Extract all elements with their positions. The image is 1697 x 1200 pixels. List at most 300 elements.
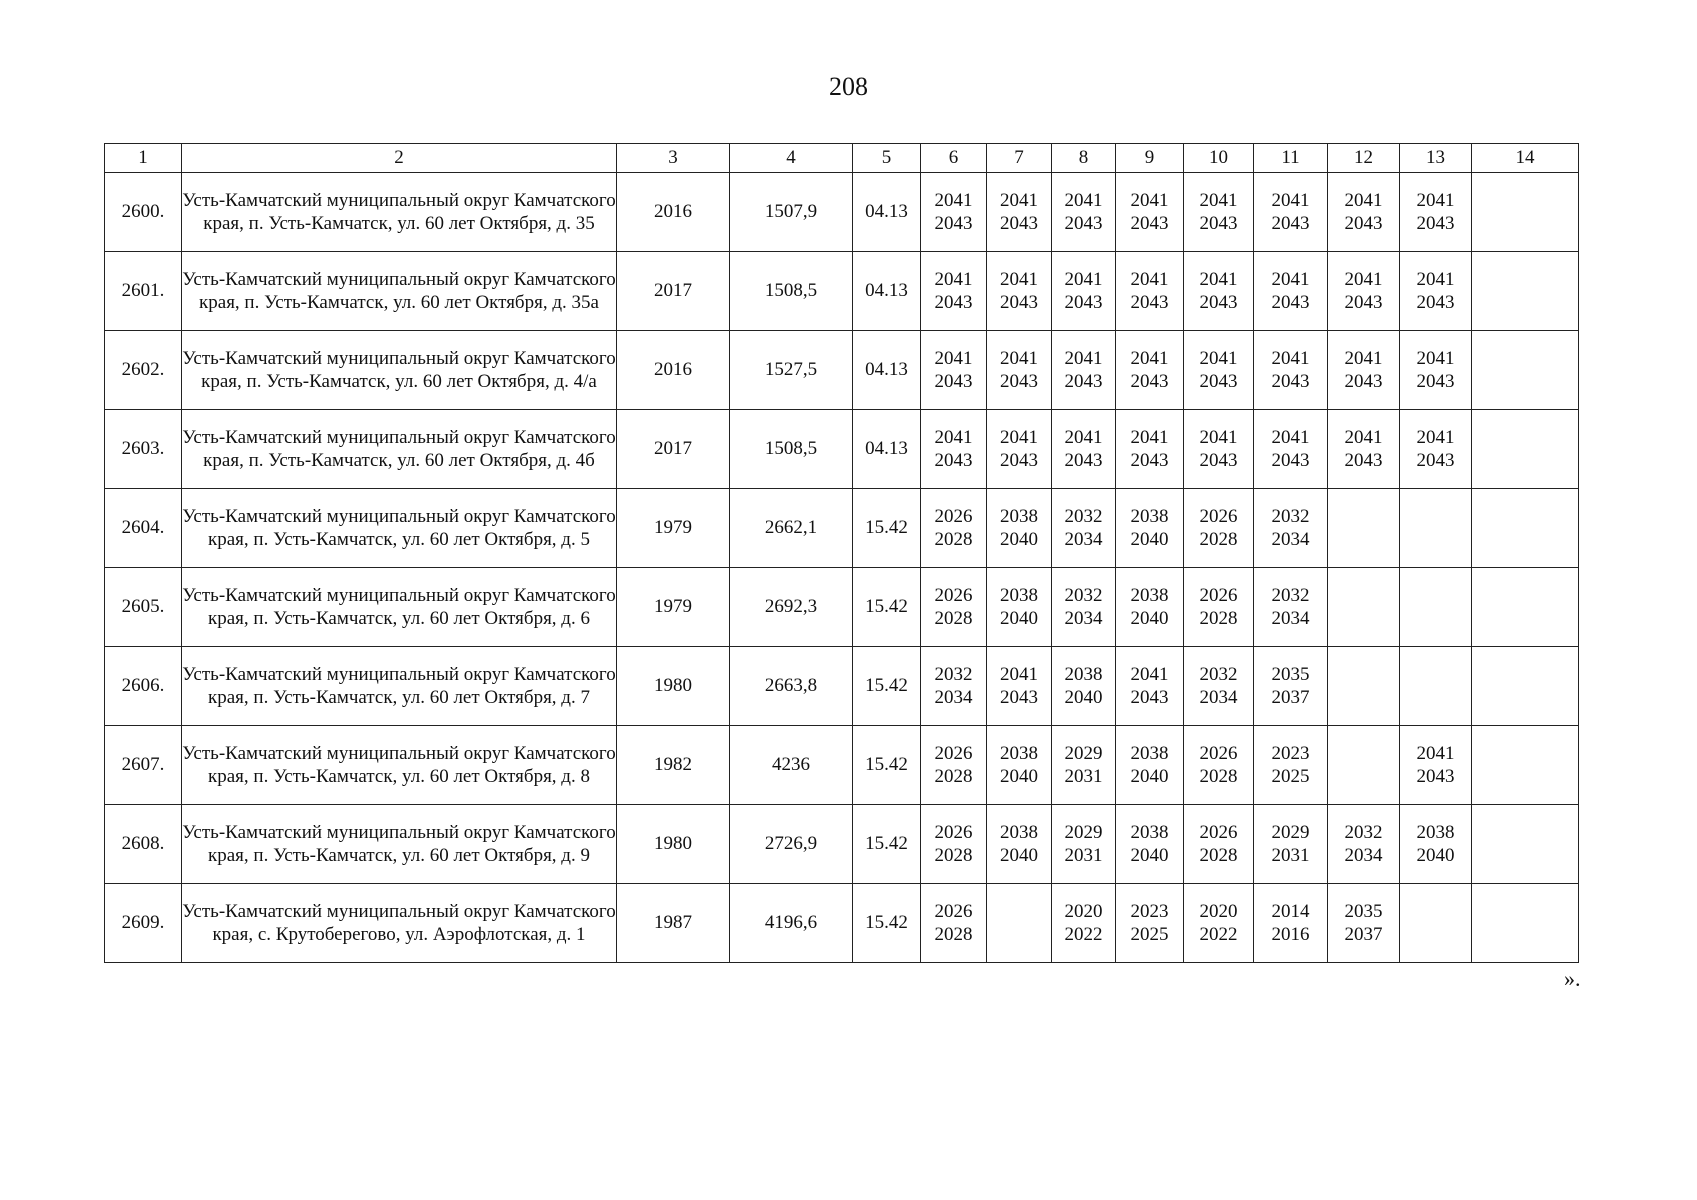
- address-cell: Усть-Камчатский муниципальный округ Камчатского края, п. Усть-Камчатск, ул. 60 лет Октября, д. 4б: [182, 410, 617, 489]
- period-cell: [1184, 331, 1254, 410]
- period-cell: [1116, 726, 1184, 805]
- period-end-year: 2034: [1271, 608, 1310, 629]
- notes-cell: [1472, 410, 1579, 489]
- period-cell: [1184, 884, 1254, 963]
- period-end-year: 2031: [1064, 766, 1103, 787]
- period-end-year: 2028: [934, 766, 973, 787]
- period-end-year: 2025: [1130, 924, 1169, 945]
- column-number-header: 2: [182, 144, 617, 173]
- area-cell: 1507,9: [730, 173, 853, 252]
- notes-cell: [1472, 805, 1579, 884]
- period-end-year: 2043: [1064, 371, 1103, 392]
- period-cell: [1400, 568, 1472, 647]
- period-cell: [987, 410, 1052, 489]
- period-cell: [1254, 331, 1328, 410]
- period-start-year: 2041: [1271, 189, 1310, 211]
- period-start-year: 2020: [1064, 900, 1103, 922]
- period-start-year: 2032: [934, 663, 973, 685]
- period-start-year: 2041: [1344, 426, 1383, 448]
- period-cell: [1052, 252, 1116, 331]
- period-cell: [1254, 173, 1328, 252]
- period-start-year: 2041: [1416, 347, 1455, 369]
- code-cell: 04.13: [853, 173, 921, 252]
- period-cell: [1400, 726, 1472, 805]
- period-cell: [1052, 805, 1116, 884]
- period-start-year: 2041: [1064, 268, 1103, 290]
- period-end-year: 2043: [1000, 292, 1038, 313]
- period-cell: [1116, 489, 1184, 568]
- period-cell: [1328, 489, 1400, 568]
- column-number-header: 12: [1328, 144, 1400, 173]
- period-start-year: 2041: [934, 347, 973, 369]
- period-cell: [1184, 489, 1254, 568]
- table-row: [105, 726, 1579, 805]
- address-cell: Усть-Камчатский муниципальный округ Камчатского края, п. Усть-Камчатск, ул. 60 лет Октября, д. 8: [182, 726, 617, 805]
- period-cell: [1184, 647, 1254, 726]
- period-cell: [1254, 884, 1328, 963]
- period-cell: [1328, 726, 1400, 805]
- period-cell: [1254, 489, 1328, 568]
- period-cell: [1184, 173, 1254, 252]
- notes-cell: [1472, 173, 1579, 252]
- year-built-cell: 1980: [617, 647, 730, 726]
- period-start-year: 2032: [1064, 584, 1103, 606]
- address-cell: Усть-Камчатский муниципальный округ Камчатского края, п. Усть-Камчатск, ул. 60 лет Октября, д. 6: [182, 568, 617, 647]
- period-end-year: 2040: [1000, 845, 1038, 866]
- period-start-year: 2041: [1416, 268, 1455, 290]
- period-end-year: 2043: [1130, 687, 1169, 708]
- period-cell: [921, 331, 987, 410]
- period-start-year: 2032: [1064, 505, 1103, 527]
- period-start-year: 2032: [1271, 584, 1310, 606]
- period-cell: [921, 884, 987, 963]
- period-start-year: 2041: [1000, 268, 1038, 290]
- notes-cell: [1472, 252, 1579, 331]
- year-built-cell: 1979: [617, 489, 730, 568]
- period-end-year: 2043: [1199, 292, 1238, 313]
- period-start-year: 2041: [1130, 426, 1169, 448]
- period-cell: [987, 252, 1052, 331]
- period-start-year: 2041: [1416, 189, 1455, 211]
- row-number-cell: 2607.: [105, 726, 182, 805]
- column-number-header: 10: [1184, 144, 1254, 173]
- period-end-year: 2043: [1271, 450, 1310, 471]
- period-start-year: 2041: [1064, 426, 1103, 448]
- period-end-year: 2034: [1064, 529, 1103, 550]
- period-end-year: 2040: [1130, 529, 1169, 550]
- period-start-year: 2041: [1271, 347, 1310, 369]
- code-cell: 15.42: [853, 647, 921, 726]
- period-end-year: 2043: [934, 213, 973, 234]
- period-start-year: 2038: [1416, 821, 1455, 843]
- period-cell: [1400, 410, 1472, 489]
- table-row: [105, 568, 1579, 647]
- column-number-header: 7: [987, 144, 1052, 173]
- period-cell: [1400, 805, 1472, 884]
- period-cell: [1400, 647, 1472, 726]
- period-cell: [1052, 726, 1116, 805]
- period-cell: [987, 805, 1052, 884]
- year-built-cell: 1980: [617, 805, 730, 884]
- period-cell: [987, 568, 1052, 647]
- area-cell: 1508,5: [730, 410, 853, 489]
- period-end-year: 2043: [1344, 213, 1383, 234]
- period-cell: [987, 884, 1052, 963]
- address-cell: Усть-Камчатский муниципальный округ Камчатского края, п. Усть-Камчатск, ул. 60 лет Октября, д. 5: [182, 489, 617, 568]
- notes-cell: [1472, 726, 1579, 805]
- registry-table: [104, 143, 1579, 963]
- period-cell: [1184, 410, 1254, 489]
- period-start-year: 2041: [1344, 189, 1383, 211]
- period-start-year: 2032: [1271, 505, 1310, 527]
- period-cell: [1328, 647, 1400, 726]
- period-end-year: 2040: [1416, 845, 1455, 866]
- column-number-header: 14: [1472, 144, 1579, 173]
- period-end-year: 2043: [1416, 766, 1455, 787]
- period-start-year: 2038: [1130, 505, 1169, 527]
- period-cell: [1254, 252, 1328, 331]
- table-row: [105, 331, 1579, 410]
- row-number-cell: 2606.: [105, 647, 182, 726]
- notes-cell: [1472, 568, 1579, 647]
- period-start-year: 2041: [1000, 347, 1038, 369]
- period-end-year: 2043: [1000, 213, 1038, 234]
- column-number-header: 9: [1116, 144, 1184, 173]
- period-start-year: 2038: [1130, 742, 1169, 764]
- row-number-cell: 2609.: [105, 884, 182, 963]
- period-cell: [1116, 410, 1184, 489]
- period-cell: [1052, 489, 1116, 568]
- period-start-year: 2041: [1000, 189, 1038, 211]
- period-start-year: 2026: [934, 742, 973, 764]
- code-cell: 15.42: [853, 726, 921, 805]
- period-cell: [1328, 884, 1400, 963]
- period-end-year: 2043: [934, 450, 973, 471]
- period-start-year: 2029: [1271, 821, 1310, 843]
- period-cell: [921, 489, 987, 568]
- period-cell: [1400, 252, 1472, 331]
- period-end-year: 2040: [1064, 687, 1103, 708]
- period-start-year: 2038: [1064, 663, 1103, 685]
- period-end-year: 2043: [1416, 292, 1455, 313]
- period-start-year: 2038: [1000, 821, 1038, 843]
- period-start-year: 2041: [1416, 426, 1455, 448]
- period-start-year: 2041: [1130, 268, 1169, 290]
- period-start-year: 2041: [1199, 347, 1238, 369]
- address-cell: Усть-Камчатский муниципальный округ Камчатского края, с. Крутоберегово, ул. Аэрофлотская, д. 1: [182, 884, 617, 963]
- year-built-cell: 2016: [617, 331, 730, 410]
- area-cell: 1527,5: [730, 331, 853, 410]
- period-start-year: 2026: [934, 900, 973, 922]
- period-end-year: 2043: [1130, 292, 1169, 313]
- period-cell: [921, 252, 987, 331]
- period-start-year: 2041: [1416, 742, 1455, 764]
- period-start-year: 2038: [1000, 742, 1038, 764]
- period-cell: [1184, 252, 1254, 331]
- code-cell: 15.42: [853, 489, 921, 568]
- period-cell: [1328, 568, 1400, 647]
- notes-cell: [1472, 489, 1579, 568]
- table-row: [105, 884, 1579, 963]
- address-cell: Усть-Камчатский муниципальный округ Камчатского края, п. Усть-Камчатск, ул. 60 лет Октября, д. 4/а: [182, 331, 617, 410]
- period-end-year: 2043: [1271, 213, 1310, 234]
- period-cell: [921, 647, 987, 726]
- period-start-year: 2041: [1344, 347, 1383, 369]
- period-end-year: 2043: [1130, 213, 1169, 234]
- period-cell: [987, 173, 1052, 252]
- period-end-year: 2028: [1199, 608, 1238, 629]
- area-cell: 2663,8: [730, 647, 853, 726]
- period-cell: [1184, 805, 1254, 884]
- period-end-year: 2043: [1064, 213, 1103, 234]
- column-number-header: 11: [1254, 144, 1328, 173]
- period-cell: [1400, 331, 1472, 410]
- period-start-year: 2041: [1130, 663, 1169, 685]
- period-start-year: 2026: [934, 505, 973, 527]
- column-number-header: 1: [105, 144, 182, 173]
- period-start-year: 2041: [1199, 426, 1238, 448]
- period-start-year: 2041: [934, 189, 973, 211]
- row-number-cell: 2601.: [105, 252, 182, 331]
- year-built-cell: 1979: [617, 568, 730, 647]
- period-end-year: 2043: [1344, 292, 1383, 313]
- period-cell: [1116, 252, 1184, 331]
- period-end-year: 2037: [1271, 687, 1310, 708]
- period-start-year: 2041: [1000, 663, 1038, 685]
- row-number-cell: 2604.: [105, 489, 182, 568]
- period-cell: [1328, 410, 1400, 489]
- period-end-year: 2040: [1130, 766, 1169, 787]
- period-cell: [1254, 568, 1328, 647]
- period-end-year: 2043: [1199, 450, 1238, 471]
- period-end-year: 2025: [1271, 766, 1310, 787]
- table-row: [105, 252, 1579, 331]
- notes-cell: [1472, 331, 1579, 410]
- period-end-year: 2034: [1064, 608, 1103, 629]
- period-cell: [1116, 173, 1184, 252]
- period-cell: [1254, 805, 1328, 884]
- column-number-header: 4: [730, 144, 853, 173]
- period-end-year: 2034: [934, 687, 973, 708]
- period-start-year: 2023: [1271, 742, 1310, 764]
- period-end-year: 2043: [1199, 371, 1238, 392]
- period-start-year: 2035: [1271, 663, 1310, 685]
- year-built-cell: 1987: [617, 884, 730, 963]
- year-built-cell: 2017: [617, 410, 730, 489]
- period-cell: [1184, 726, 1254, 805]
- period-cell: [1400, 173, 1472, 252]
- period-cell: [1116, 884, 1184, 963]
- period-cell: [1400, 884, 1472, 963]
- closing-quote-mark: ».: [1564, 966, 1581, 991]
- notes-cell: [1472, 647, 1579, 726]
- period-cell: [987, 331, 1052, 410]
- period-start-year: 2026: [1199, 742, 1238, 764]
- period-cell: [1116, 805, 1184, 884]
- period-start-year: 2038: [1000, 584, 1038, 606]
- period-cell: [1328, 173, 1400, 252]
- period-start-year: 2041: [934, 426, 973, 448]
- period-end-year: 2031: [1271, 845, 1310, 866]
- period-start-year: 2041: [1000, 426, 1038, 448]
- period-end-year: 2016: [1271, 924, 1310, 945]
- area-cell: 2662,1: [730, 489, 853, 568]
- period-end-year: 2028: [934, 529, 973, 550]
- period-start-year: 2041: [1199, 268, 1238, 290]
- period-cell: [1052, 410, 1116, 489]
- period-end-year: 2043: [1130, 371, 1169, 392]
- period-start-year: 2032: [1344, 821, 1383, 843]
- period-start-year: 2041: [1064, 189, 1103, 211]
- column-number-header: 8: [1052, 144, 1116, 173]
- period-end-year: 2043: [1000, 687, 1038, 708]
- period-start-year: 2029: [1064, 742, 1103, 764]
- period-start-year: 2041: [1271, 426, 1310, 448]
- area-cell: 2726,9: [730, 805, 853, 884]
- row-number-cell: 2603.: [105, 410, 182, 489]
- period-cell: [1116, 568, 1184, 647]
- period-start-year: 2038: [1130, 821, 1169, 843]
- period-cell: [1052, 884, 1116, 963]
- period-end-year: 2034: [1271, 529, 1310, 550]
- period-cell: [921, 173, 987, 252]
- area-cell: 4236: [730, 726, 853, 805]
- row-number-cell: 2608.: [105, 805, 182, 884]
- period-cell: [921, 805, 987, 884]
- row-number-cell: 2605.: [105, 568, 182, 647]
- period-end-year: 2028: [934, 924, 973, 945]
- code-cell: 04.13: [853, 252, 921, 331]
- code-cell: 15.42: [853, 568, 921, 647]
- code-cell: 04.13: [853, 410, 921, 489]
- period-cell: [1184, 568, 1254, 647]
- year-built-cell: 2017: [617, 252, 730, 331]
- period-start-year: 2026: [934, 584, 973, 606]
- area-cell: 2692,3: [730, 568, 853, 647]
- period-end-year: 2043: [1000, 371, 1038, 392]
- period-start-year: 2023: [1130, 900, 1169, 922]
- address-cell: Усть-Камчатский муниципальный округ Камчатского края, п. Усть-Камчатск, ул. 60 лет Октября, д. 9: [182, 805, 617, 884]
- area-cell: 4196,6: [730, 884, 853, 963]
- period-end-year: 2028: [1199, 766, 1238, 787]
- period-end-year: 2022: [1199, 924, 1238, 945]
- column-number-header: 3: [617, 144, 730, 173]
- period-start-year: 2041: [934, 268, 973, 290]
- period-end-year: 2043: [1199, 213, 1238, 234]
- period-start-year: 2041: [1199, 189, 1238, 211]
- year-built-cell: 1982: [617, 726, 730, 805]
- table-body: [105, 144, 1579, 963]
- period-start-year: 2026: [934, 821, 973, 843]
- period-end-year: 2022: [1064, 924, 1103, 945]
- period-end-year: 2028: [1199, 529, 1238, 550]
- code-cell: 15.42: [853, 805, 921, 884]
- period-end-year: 2040: [1130, 608, 1169, 629]
- period-start-year: 2029: [1064, 821, 1103, 843]
- code-cell: 04.13: [853, 331, 921, 410]
- address-cell: Усть-Камчатский муниципальный округ Камчатского края, п. Усть-Камчатск, ул. 60 лет Октября, д. 7: [182, 647, 617, 726]
- notes-cell: [1472, 884, 1579, 963]
- period-cell: [1052, 647, 1116, 726]
- period-start-year: 2041: [1271, 268, 1310, 290]
- period-end-year: 2040: [1000, 766, 1038, 787]
- period-end-year: 2028: [934, 608, 973, 629]
- period-start-year: 2026: [1199, 584, 1238, 606]
- period-cell: [1052, 331, 1116, 410]
- code-cell: 15.42: [853, 884, 921, 963]
- period-cell: [921, 726, 987, 805]
- period-start-year: 2035: [1344, 900, 1383, 922]
- period-cell: [1116, 647, 1184, 726]
- period-end-year: 2043: [1416, 213, 1455, 234]
- period-start-year: 2020: [1199, 900, 1238, 922]
- period-cell: [1052, 568, 1116, 647]
- column-number-row: [105, 144, 1579, 173]
- period-cell: [1328, 252, 1400, 331]
- period-start-year: 2041: [1344, 268, 1383, 290]
- table-row: [105, 647, 1579, 726]
- period-end-year: 2043: [934, 292, 973, 313]
- period-end-year: 2037: [1344, 924, 1383, 945]
- period-cell: [1254, 647, 1328, 726]
- period-end-year: 2043: [1130, 450, 1169, 471]
- period-cell: [987, 647, 1052, 726]
- page-number: 208: [829, 72, 868, 101]
- year-built-cell: 2016: [617, 173, 730, 252]
- period-cell: [1116, 331, 1184, 410]
- period-end-year: 2043: [1064, 292, 1103, 313]
- period-end-year: 2034: [1199, 687, 1238, 708]
- period-end-year: 2043: [934, 371, 973, 392]
- column-number-header: 13: [1400, 144, 1472, 173]
- period-cell: [1254, 410, 1328, 489]
- area-cell: 1508,5: [730, 252, 853, 331]
- period-start-year: 2038: [1000, 505, 1038, 527]
- period-start-year: 2041: [1130, 189, 1169, 211]
- period-cell: [1328, 805, 1400, 884]
- period-start-year: 2014: [1271, 900, 1310, 922]
- period-end-year: 2043: [1271, 292, 1310, 313]
- period-cell: [921, 568, 987, 647]
- column-number-header: 6: [921, 144, 987, 173]
- period-end-year: 2043: [1000, 450, 1038, 471]
- table-row: [105, 173, 1579, 252]
- period-start-year: 2038: [1130, 584, 1169, 606]
- period-start-year: 2041: [1064, 347, 1103, 369]
- period-cell: [987, 726, 1052, 805]
- period-end-year: 2043: [1271, 371, 1310, 392]
- period-start-year: 2026: [1199, 821, 1238, 843]
- address-cell: Усть-Камчатский муниципальный округ Камчатского края, п. Усть-Камчатск, ул. 60 лет Октября, д. 35а: [182, 252, 617, 331]
- row-number-cell: 2602.: [105, 331, 182, 410]
- period-end-year: 2043: [1416, 450, 1455, 471]
- column-number-header: 5: [853, 144, 921, 173]
- period-end-year: 2043: [1344, 371, 1383, 392]
- period-end-year: 2031: [1064, 845, 1103, 866]
- period-cell: [987, 489, 1052, 568]
- period-end-year: 2040: [1130, 845, 1169, 866]
- period-cell: [1400, 489, 1472, 568]
- period-end-year: 2043: [1344, 450, 1383, 471]
- period-end-year: 2040: [1000, 529, 1038, 550]
- table-row: [105, 410, 1579, 489]
- period-cell: [1052, 173, 1116, 252]
- period-start-year: 2032: [1199, 663, 1238, 685]
- period-start-year: 2041: [1130, 347, 1169, 369]
- row-number-cell: 2600.: [105, 173, 182, 252]
- period-end-year: 2028: [1199, 845, 1238, 866]
- period-end-year: 2043: [1416, 371, 1455, 392]
